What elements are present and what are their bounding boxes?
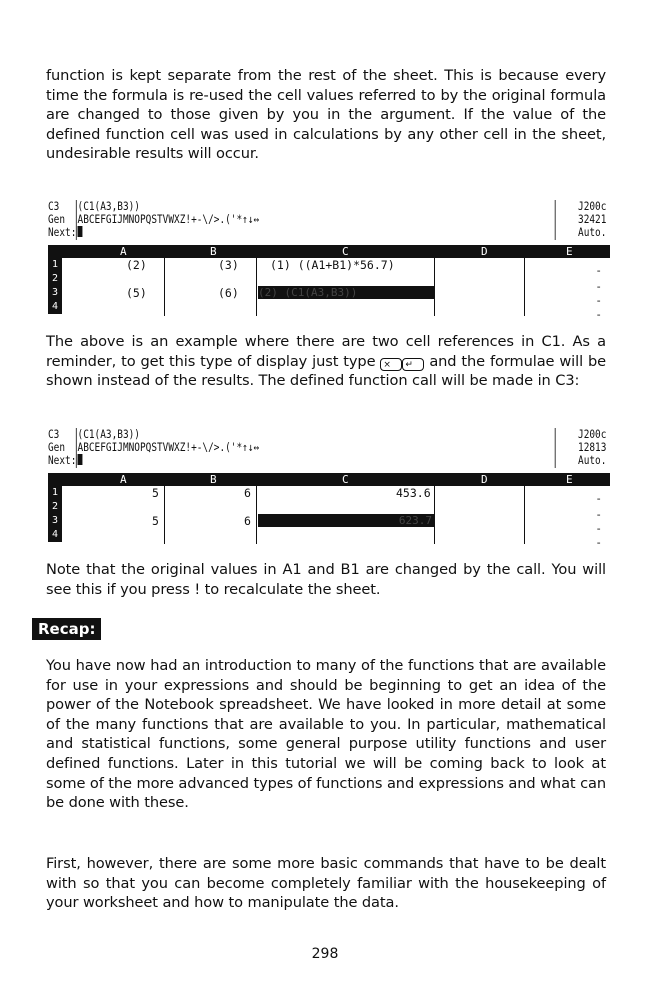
cross-key-icon: × [380, 358, 402, 371]
row-4: 4 [51, 301, 59, 312]
grid-line [524, 486, 525, 544]
cursor-icon [78, 226, 83, 237]
spreadsheet-screen-formulae [48, 200, 610, 322]
cell-a1: (2) [126, 258, 147, 272]
scroll-mark: - [595, 294, 602, 307]
cell-b3: (6) [218, 286, 239, 300]
cell-a3: 5 [152, 514, 159, 528]
command-letters: ABCEFGIJMNOPQSTVWXZ!+-\/>.('*↑↓↔ [77, 440, 260, 454]
column-header-bar [48, 473, 610, 486]
column-b: B [210, 245, 217, 258]
paragraph-intro: function is kept separate from the rest of the sheet. This is because every time the formula is re-used the cell values referred to by the original formula are changed to those given by you in the argument. If the value of the defined function cell was used in calculations by any other cell in the sheet, undesirable results will occur. [46, 67, 606, 163]
scroll-mark: - [595, 536, 602, 549]
paragraph-recap: You have now had an introduction to many of the functions that are available for use in your expressions and should be beginning to get an idea of the power of the Notebook spreadsheet. We have looked in more detail at some of the many functions that are available to you. In particular, mathematical and statistical functions, some general purpose utility functions and user defined functions. Later in this tutorial we will be coming back to look at some of the more advanced types of functions and expressions and what can be done with these. [46, 657, 607, 812]
enter-key-icon: ↵ [402, 358, 424, 371]
formula-line: (C1(A3,B3)) [77, 199, 140, 213]
column-d: D [481, 245, 488, 258]
memory-indicator: J200c [578, 199, 607, 213]
column-a: A [120, 473, 127, 486]
row-numbers [48, 258, 62, 314]
row-1: 1 [51, 487, 59, 498]
header-divider-right [555, 200, 556, 240]
header-divider [76, 428, 77, 468]
next-label: Next: [48, 453, 77, 467]
column-e: E [566, 473, 573, 486]
grid-line [434, 258, 435, 316]
scroll-mark: - [595, 492, 602, 505]
mode-label: Gen [48, 440, 66, 454]
row-3: 3 [51, 287, 59, 298]
column-c: C [342, 245, 349, 258]
column-d: D [481, 473, 488, 486]
cell-c1: 453.6 [396, 486, 431, 500]
column-b: B [210, 473, 217, 486]
scroll-mark: - [595, 264, 602, 277]
scroll-mark: - [595, 508, 602, 521]
cell-c3-selected: 623.7 [258, 514, 434, 527]
grid-line [164, 258, 165, 316]
row-2: 2 [51, 273, 59, 284]
grid-line [524, 258, 525, 316]
grid-line [256, 486, 257, 544]
grid-line [434, 486, 435, 544]
cell-b3: 6 [244, 514, 251, 528]
grid-line [164, 486, 165, 544]
para2-text-c: the formulae will be shown instead of the results. The defined function call will be made in C3: [46, 352, 606, 390]
free-count: 12813 [578, 440, 607, 454]
row-1: 1 [51, 259, 59, 270]
cell-ref-label: C3 [48, 427, 60, 441]
cell-a1: 5 [152, 486, 159, 500]
row-3: 3 [51, 515, 59, 526]
cell-a3: (5) [126, 286, 147, 300]
mode-label: Gen [48, 212, 66, 226]
header-divider-right [555, 428, 556, 468]
scroll-mark: - [595, 522, 602, 535]
recalc-mode: Auto. [578, 453, 607, 467]
column-header-bar [48, 245, 610, 258]
cell-c1: (1) ((A1+B1)*56.7) [270, 258, 395, 272]
row-2: 2 [51, 501, 59, 512]
column-c: C [342, 473, 349, 486]
cell-b1: 6 [244, 486, 251, 500]
page-number: 298 [311, 946, 339, 962]
paragraph-note: Note that the original values in A1 and B1 are changed by the call. You will see this if you press ! to recalculate the sheet. [46, 561, 606, 598]
next-label: Next: [48, 225, 77, 239]
recalc-mode: Auto. [578, 225, 607, 239]
column-a: A [120, 245, 127, 258]
formula-line: (C1(A3,B3)) [77, 427, 140, 441]
memory-indicator: J200c [578, 427, 607, 441]
cell-c3-selected: (2) (C1(A3,B3)) [258, 286, 434, 299]
scroll-mark: - [595, 280, 602, 293]
row-4: 4 [51, 529, 59, 540]
command-letters: ABCEFGIJMNOPQSTVWXZ!+-\/>.('*↑↓↔ [77, 212, 260, 226]
paragraph-next-steps: First, however, there are some more basic commands that have to be dealt with so that you can become completely familiar with the housekeeping of your worksheet and how to manipulate the data. [46, 855, 606, 912]
column-e: E [566, 245, 573, 258]
paragraph-example [46, 332, 606, 391]
row-numbers [48, 486, 62, 542]
cell-b1: (3) [218, 258, 239, 272]
header-divider [76, 200, 77, 240]
grid-line [256, 258, 257, 316]
free-count: 32421 [578, 212, 607, 226]
recap-heading: Recap: [32, 618, 101, 640]
para2-text-b: and [429, 352, 457, 370]
spreadsheet-screen-results [48, 428, 610, 550]
cell-ref-label: C3 [48, 199, 60, 213]
scroll-mark: - [595, 308, 602, 321]
para2-text-a: The above is an example where there are two cell references in C1. As a reminder, to get this type of display just type [46, 333, 606, 370]
cursor-icon [78, 454, 83, 465]
